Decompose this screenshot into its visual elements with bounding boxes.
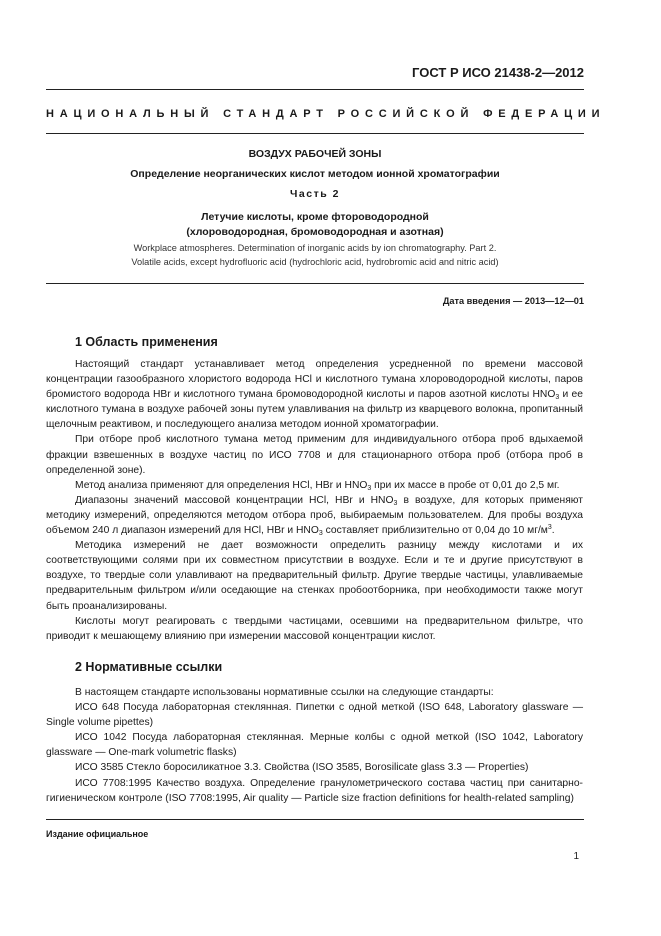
page-number: 1 — [573, 851, 579, 862]
paragraph: При отборе проб кислотного тумана метод применим для индивидуального отбора проб вдыхаемой фракции взвешенных в воздухе частиц по ИСО 7708 и для стационарного отбора проб (отбора проб в определенной зоне). — [46, 434, 583, 476]
reference-iso-3585: ИСО 3585 Стекло боросиликатное 3.3. Свойства (ISO 3585, Borosilicate glass 3.3 — Properties) — [75, 762, 529, 774]
title-main: ВОЗДУХ РАБОЧЕЙ ЗОНЫ — [248, 148, 382, 160]
section-2-heading: 2 Нормативные ссылки — [75, 660, 223, 674]
paragraph: Метод анализа применяют для определения HCl, HBr и $HNO_3$ при их массе в пробе от 0,01 до 2,5 мг. — [75, 479, 560, 492]
title-subtitle — [46, 210, 584, 240]
subtitle-line-2: (хлороводородная, бромоводородная и азотная) — [186, 226, 444, 238]
official-edition-label: Издание официальное — [46, 829, 149, 839]
reference-iso-648: ИСО 648 Посуда лабораторная стеклянная. Пипетки с одной меткой (ISO 648, Laboratory glassware — Single volume pipettes) — [46, 702, 583, 729]
national-standard-banner: НАЦИОНАЛЬНЫЙ СТАНДАРТ РОССИЙСКОЙ ФЕДЕРАЦИИ — [46, 108, 606, 120]
title-description: Определение неорганических кислот методом ионной хроматографии — [130, 168, 500, 180]
section-1-heading: 1 Область применения — [75, 335, 218, 349]
subtitle-line-1: Летучие кислоты, кроме фтороводородной — [201, 211, 429, 223]
introduction-date: Дата введения — 2013—12—01 — [442, 296, 584, 306]
date-divider — [46, 283, 584, 284]
paragraph: Настоящий стандарт устанавливает метод определения усредненной по времени массовой концентрации газообразного хлористого водорода HCl и кислотного тумана хлороводородной кислоты, паров бромистого водорода HBr и кислотного тумана бромоводородной кислоты и паров азотной кислоты $HNO_3$ и ее кислотного тумана в воздухе рабочей зоны путем улавливания на фильтр из кварцевого волокна, пропитанный щелочным реактивом, и последующего анализа методом ионной хроматографии. — [46, 359, 583, 431]
document-number: ГОСТ Р ИСО 21438-2—2012 — [412, 65, 584, 80]
reference-iso-7708: ИСО 7708:1995 Качество воздуха. Определение гранулометрического состава частиц при санитарно-гигиеническом контроле (ISO 7708:1995, Air quality — Particle size fraction definitions for health-related sampling) — [46, 777, 583, 804]
section-1-body — [46, 357, 583, 644]
footer-divider — [46, 819, 584, 820]
paragraph: Диапазоны значений массовой концентрации HCl, HBr и $HNO_3$ в воздухе, для которых применяют методику измерений, определяются методом отбора проб, выбираемым пользователем. Для пробы воздуха объемом 240 л диапазон измерений для HCl, HBr и $HNO_3$ составляет приблизительно от 0,04 до 10 $мг/м^3$. — [46, 494, 583, 538]
section-2-body — [46, 685, 583, 806]
paragraph: Кислоты могут реагировать с твердыми частицами, осевшими на предварительном фильтре, что приводит к мешающему влиянию при измерении массовой концентрации кислот. — [46, 615, 583, 642]
paragraph: Методика измерений не дает возможности определить разницу между кислотами и их соответствующими солями при их совместном присутствии в воздухе. Если и те и другие присутствуют в воздухе, то твердые соли улавливают на предварительный фильтр. Другие твердые частицы, улавливаемые предварительным фильтром и/или оседающие на стенках пробоотборника, при необходимости также могут быть проанализированы. — [46, 540, 583, 612]
title-part: Часть 2 — [290, 188, 340, 200]
english-title-line-2: Volatile acids, except hydrofluoric acid (hydrochloric acid, hydrobromic acid and nitric acid) — [131, 257, 499, 267]
english-title-line-1: Workplace atmospheres. Determination of inorganic acids by ion chromatography. Part 2. — [133, 243, 497, 253]
english-title — [46, 241, 584, 269]
reference-iso-1042: ИСО 1042 Посуда лабораторная стеклянная. Мерные колбы с одной меткой (ISO 1042, Laboratory glassware — One-mark volumetric flasks) — [46, 732, 583, 759]
header-divider — [46, 89, 584, 90]
paragraph: В настоящем стандарте использованы нормативные ссылки на следующие стандарты: — [75, 687, 494, 698]
title-divider — [46, 133, 584, 134]
